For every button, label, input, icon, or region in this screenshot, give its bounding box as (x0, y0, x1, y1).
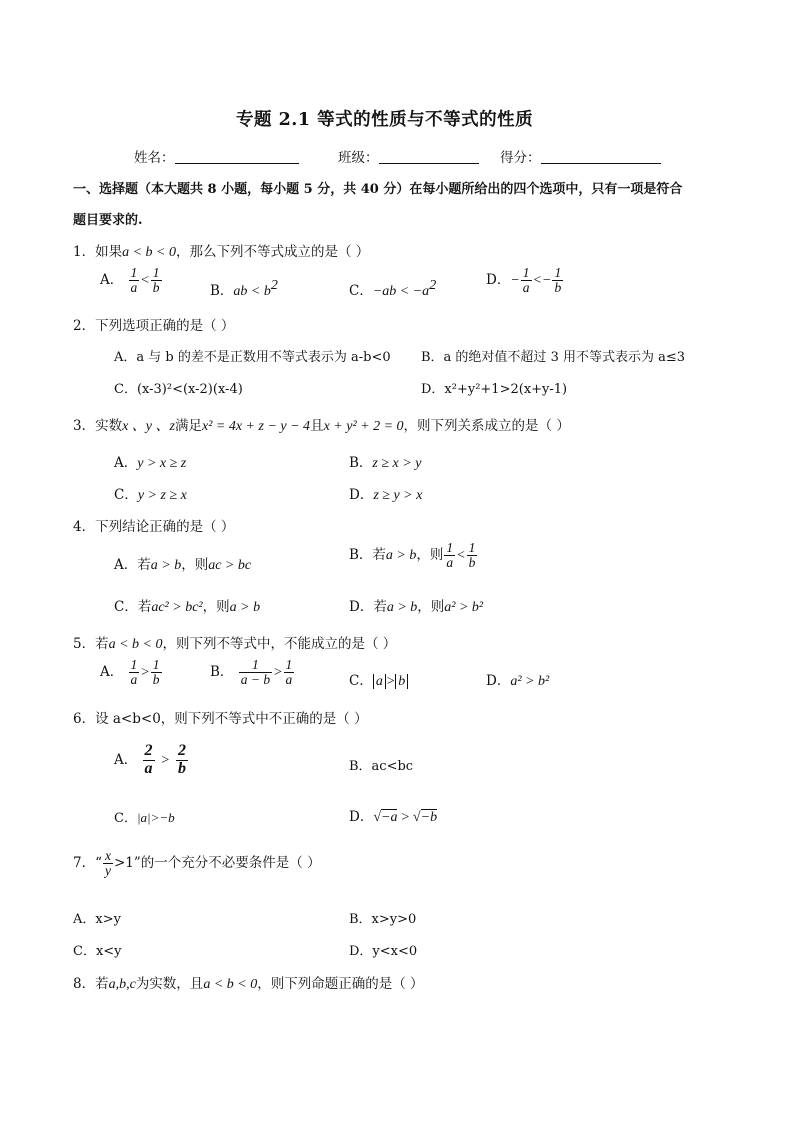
q1-option-b[interactable]: B．ab < $b^2$ (210, 278, 278, 299)
q7-option-c[interactable]: C．x<y (73, 944, 122, 959)
q1-option-d[interactable]: D．− $\frac{1}{a}$ <− $\frac{1}{b}$ (486, 265, 562, 296)
q7-option-b[interactable]: B．x>y>0 (349, 912, 417, 927)
q1-option-c[interactable]: C．$-ab < -a^2$ (349, 278, 437, 299)
class-label: 班级： (338, 150, 379, 166)
score-field (500, 146, 661, 166)
q3-option-d[interactable]: D．z ≥ y > x (349, 487, 423, 503)
q6-option-b[interactable]: B．ac<bc (349, 759, 414, 774)
page-title: 专题 2.1 等式的性质与不等式的性质 (236, 110, 534, 130)
q6-option-d[interactable]: D．√−a > √−b (349, 809, 438, 825)
name-field (134, 146, 299, 166)
q3-option-b[interactable]: B．z ≥ x > y (349, 455, 422, 471)
q2-option-c[interactable]: C．(x-3)²<(x-2)(x-4) (114, 382, 243, 397)
class-field (338, 146, 479, 166)
q4-option-b[interactable]: B．若a > b，则 $\frac{1}{a}$ < $\frac{1}{b}$ (349, 540, 476, 571)
q5-option-a[interactable]: A． $\frac{1}{a}$ > $\frac{1}{b}$ (100, 657, 160, 688)
q6-stem: 6．设 a<b<0，则下列不等式中不正确的是（ ） (73, 711, 368, 727)
q5-option-d[interactable]: D．a² > b² (486, 673, 550, 689)
section-heading-line2: 题目要求的. (73, 213, 143, 228)
q3-stem: 3．实数x 、y 、z满足x² = 4x + z − y − 4且x + y² + 2 = 0，则下列关系成立的是（ ） (73, 418, 570, 434)
q5-option-c[interactable]: C． a > b (349, 669, 408, 690)
q1-stem: 1．如果a < b < 0，那么下列不等式成立的是（ ） (73, 244, 370, 260)
q7-option-d[interactable]: D．y<x<0 (349, 944, 418, 959)
q2-option-b[interactable]: B．a 的绝对值不超过 3 用不等式表示为 a≤3 (421, 350, 686, 365)
q7-stem: 7．“ $\frac{x}{y}$ >1”的一个充分不必要条件是（ ） (73, 848, 321, 879)
q6-option-a[interactable]: A． $\frac{2}{a}$ > $\frac{2}{b}$ (114, 742, 186, 777)
q8-stem: 8．若a,b,c为实数，且a < b < 0，则下列命题正确的是（ ） (73, 976, 424, 992)
q6-option-c[interactable]: C．|a|>−b (114, 810, 175, 826)
q5-stem: 5．若a < b < 0，则下列不等式中，不能成立的是（ ） (73, 636, 397, 652)
score-label: 得分： (500, 150, 541, 166)
q4-stem: 4．下列结论正确的是（ ） (73, 519, 235, 535)
q4-option-c[interactable]: C．若ac² > bc²，则a > b (114, 599, 261, 615)
q1-option-a[interactable]: A． $\frac{1}{a}$ < $\frac{1}{b}$ (100, 265, 160, 296)
q3-option-c[interactable]: C．y > z ≥ x (114, 487, 187, 503)
score-blank[interactable] (541, 149, 661, 164)
q2-option-a[interactable]: A．a 与 b 的差不是正数用不等式表示为 a-b<0 (114, 350, 391, 365)
q4-option-a[interactable]: A．若a > b，则ac > bc (114, 557, 252, 573)
q3-option-a[interactable]: A．y > x ≥ z (114, 455, 187, 471)
q5-option-b[interactable]: B． $\frac{1}{a - b}$ > $\frac{1}{a}$ (210, 657, 293, 688)
name-label: 姓名： (134, 150, 175, 166)
class-blank[interactable] (379, 149, 479, 164)
q2-option-d[interactable]: D．x²+y²+1>2(x+y-1) (421, 382, 568, 397)
q4-option-d[interactable]: D．若a > b，则a² > b² (349, 599, 484, 615)
name-blank[interactable] (175, 149, 299, 164)
section-heading-line1: 一、选择题（本大题共 8 小题，每小题 5 分，共 40 分）在每小题所给出的四个选项中，只有一项是符合 (73, 182, 683, 197)
q7-option-a[interactable]: A．x>y (73, 912, 121, 927)
q2-stem: 2．下列选项正确的是（ ） (73, 318, 235, 334)
